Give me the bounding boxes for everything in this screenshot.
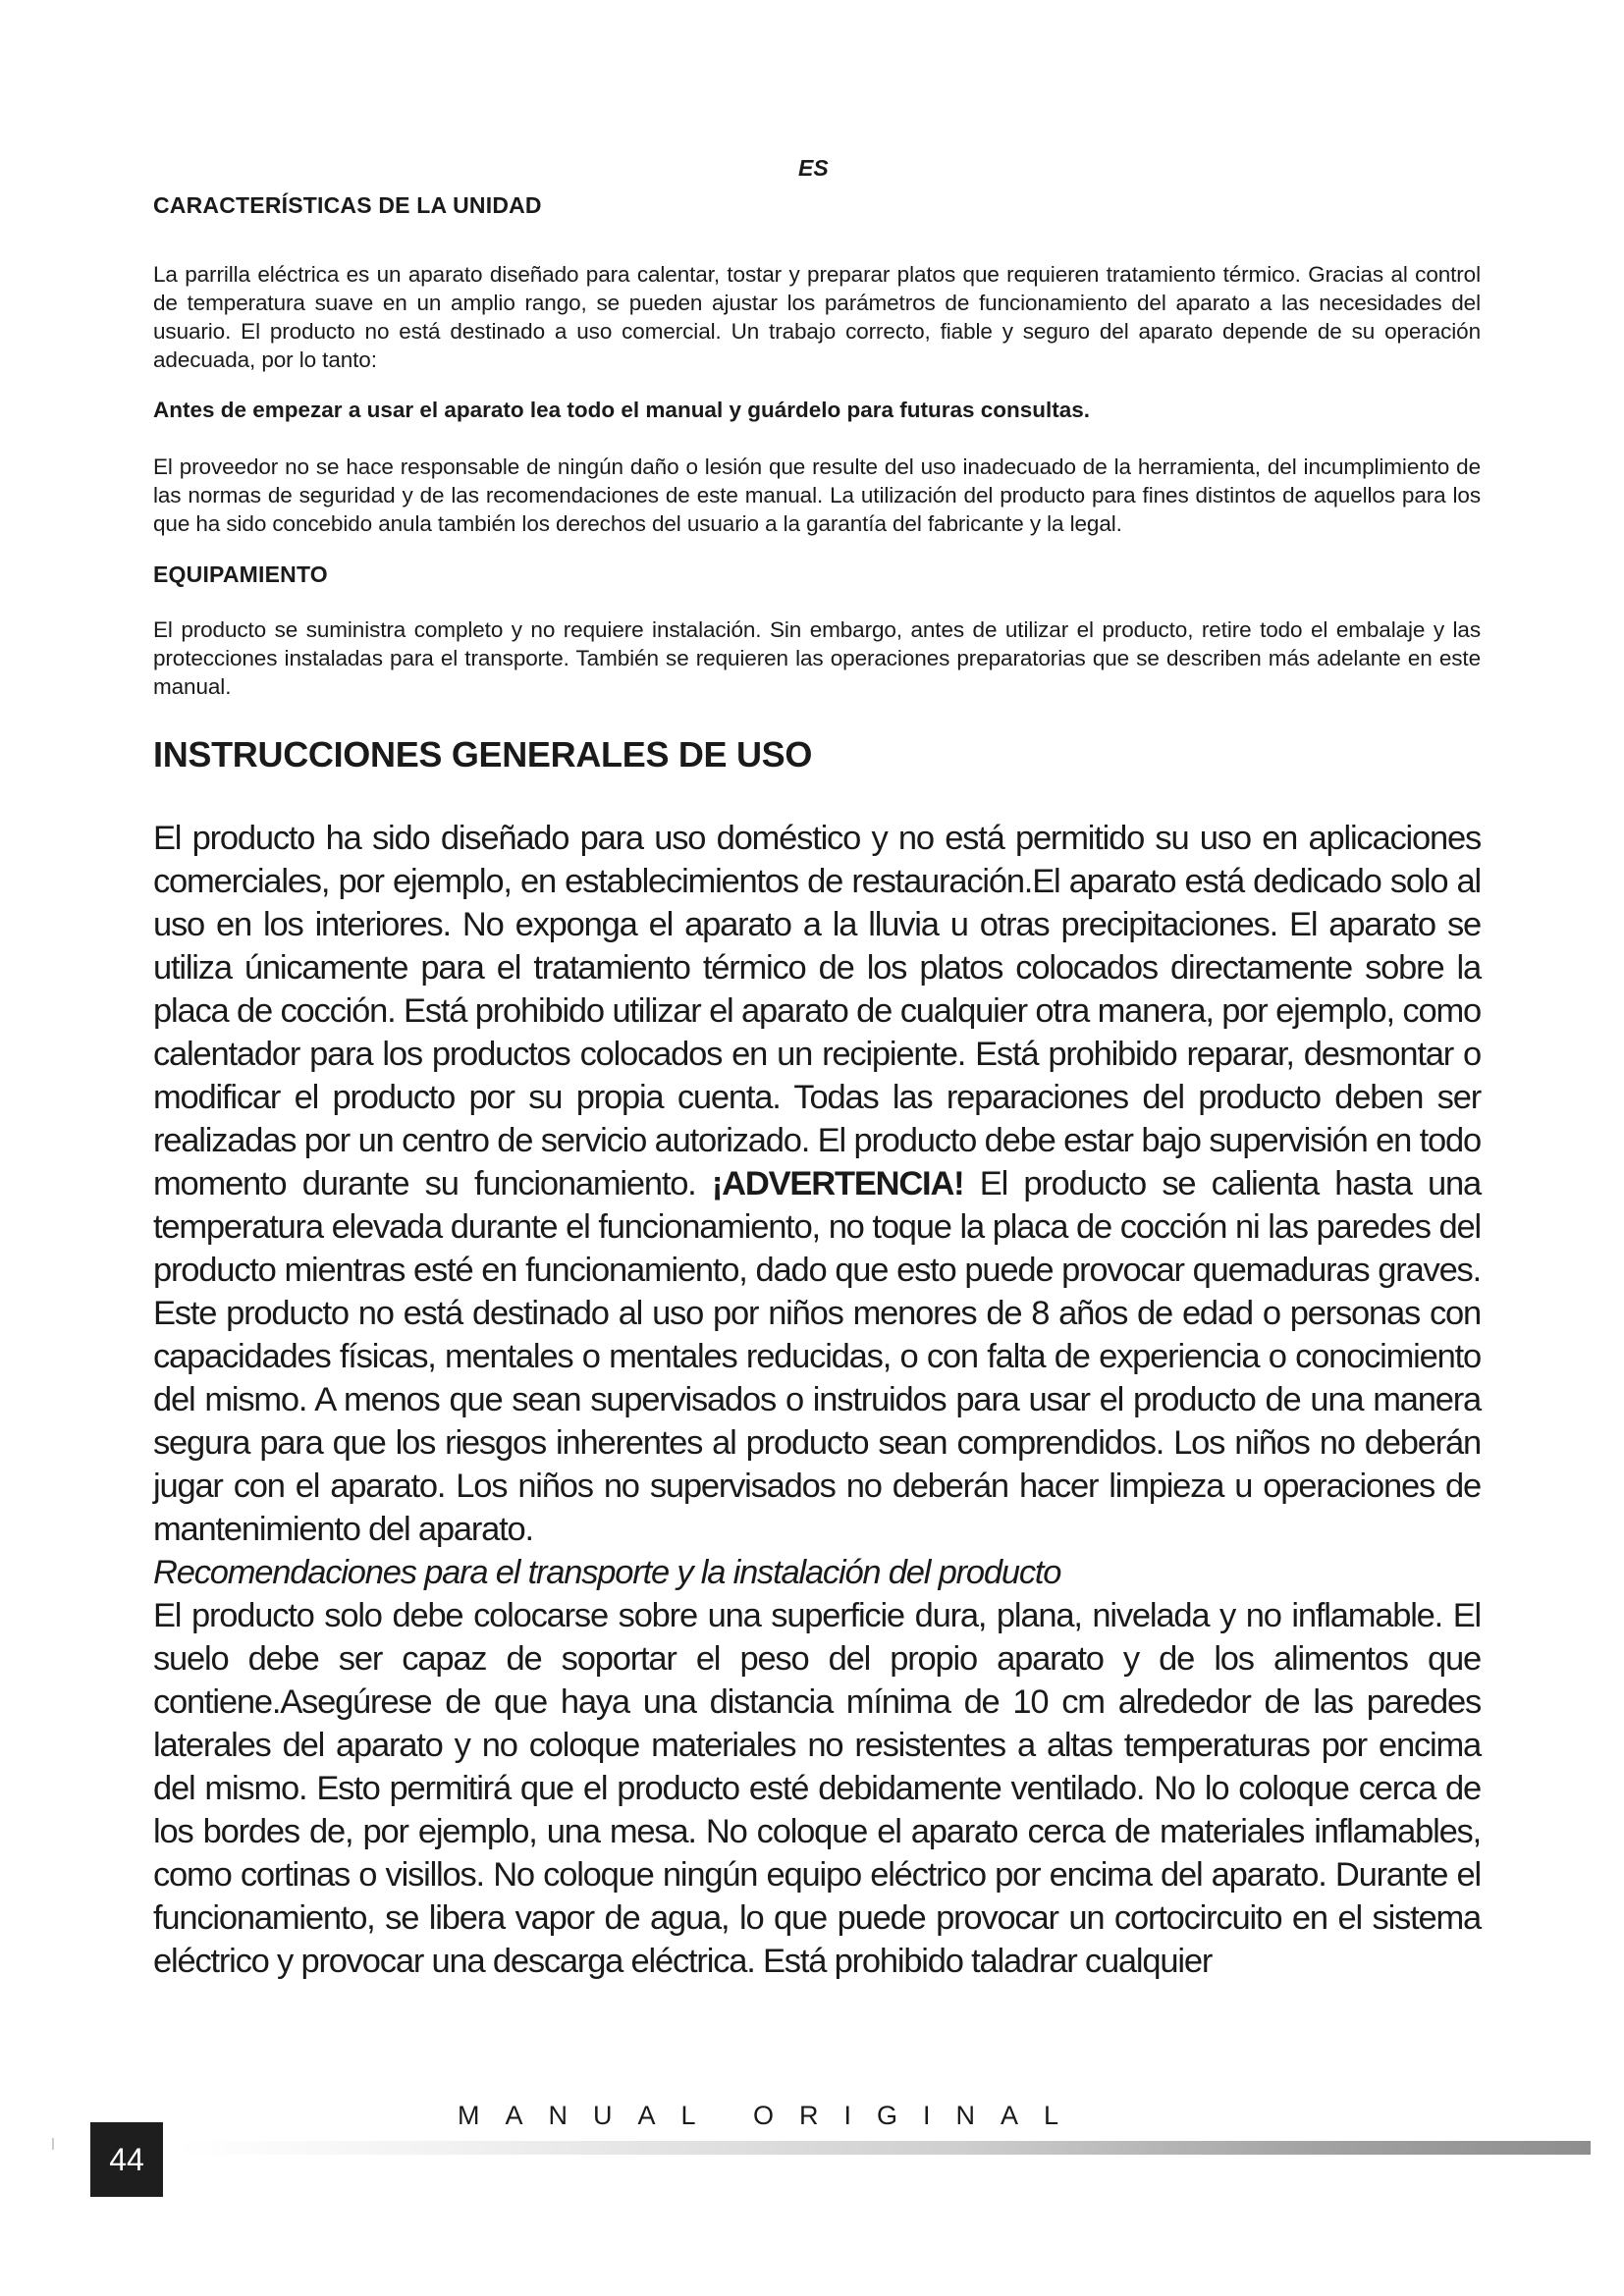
section-title-caracteristicas: CARACTERÍSTICAS DE LA UNIDAD bbox=[153, 192, 542, 218]
paragraph-caracteristicas: La parrilla eléctrica es un aparato diseñado para calentar, tostar y preparar platos que requieren tratamiento térmico. Gracias al control de temperatura suave en un amplio rango, se pueden ajustar los parámetros de funcionamiento del aparato a las necesidades del usuario. El producto no está destinado a uso comercial. Un trabajo correcto, fiable y seguro del aparato depende de su operación adecuada, por lo tanto: bbox=[153, 262, 1481, 372]
footer-tick bbox=[52, 2138, 54, 2150]
section-title-equipamiento: EQUIPAMIENTO bbox=[153, 561, 328, 587]
page-content bbox=[153, 192, 1481, 1983]
language-code: ES bbox=[798, 155, 829, 181]
paragraph-instrucciones bbox=[153, 817, 1481, 1551]
footer-title: MANUAL ORIGINAL bbox=[458, 2101, 1085, 2130]
paragraph-liability: El proveedor no se hace responsable de ningún daño o lesión que resulte del uso inadecuado de la herramienta, del incumplimiento de las normas de seguridad y de las recomendaciones de este manual. La utilización del producto para fines distintos de aquellos para los que ha sido concebido anula también los derechos del usuario a la garantía del fabricante y la legal. bbox=[153, 454, 1481, 536]
paragraph-transporte: El producto solo debe colocarse sobre una superficie dura, plana, nivelada y no inflamable. El suelo debe ser capaz de soportar el peso del propio aparato y de los alimentos que contiene.Asegúrese de que haya una distancia mínima de 10 cm alrededor de las paredes laterales del aparato y no coloque materiales no resistentes a altas temperaturas por encima del mismo. Esto permitirá que el producto esté debidamente ventilado. No lo coloque cerca de los bordes de, por ejemplo, una mesa. No coloque el aparato cerca de materiales inflamables, como cortinas o visillos. No coloque ningún equipo eléctrico por encima del aparato. Durante el funcionamiento, se libera vapor de agua, lo que puede provocar un cortocircuito en el sistema eléctrico y provocar una descarga eléctrica. Está prohibido taladrar cualquier bbox=[153, 1597, 1481, 1980]
subtitle-transporte: Recomendaciones para el transporte y la instalación del producto bbox=[153, 1554, 1061, 1591]
instrucciones-text-2: El producto se calienta hasta una temperatura elevada durante el funcionamiento, no toque la placa de cocción ni las paredes del producto mientras esté en funcionamiento, dado que esto puede provocar quemaduras graves. Este producto no está destinado al uso por niños menores de 8 años de edad o personas con capacidades físicas, mentales o mentales reducidas, o con falta de experiencia o conocimiento del mismo. A menos que sean supervisados o instruidos para usar el producto de una manera segura para que los riesgos inherentes al producto sean comprendidos. Los niños no deberán jugar con el aparato. Los niños no supervisados no deberán hacer limpieza u operaciones de mantenimiento del aparato. bbox=[153, 1165, 1481, 1548]
read-manual-note: Antes de empezar a usar el aparato lea todo el manual y guárdelo para futuras consultas. bbox=[153, 398, 1091, 422]
instrucciones-text-1: El producto ha sido diseñado para uso doméstico y no está permitido su uso en aplicaciones comerciales, por ejemplo, en establecimientos de restauración.El aparato está dedicado solo al uso en los interiores. No exponga el aparato a la lluvia u otras precipitaciones. El aparato se utiliza únicamente para el tratamiento térmico de los platos colocados directamente sobre la placa de cocción. Está prohibido utilizar el aparato de cualquier otra manera, por ejemplo, como calentador para los productos colocados en un recipiente. Está prohibido reparar, desmontar o modificar el producto por su propia cuenta. Todas las reparaciones del producto deben ser realizadas por un centro de servicio autorizado. El producto debe estar bajo supervisión en todo momento durante su funcionamiento. bbox=[153, 820, 1481, 1202]
footer-gradient-bar bbox=[177, 2141, 1591, 2155]
page-number: 44 bbox=[90, 2122, 163, 2197]
section-title-instrucciones: INSTRUCCIONES GENERALES DE USO bbox=[153, 734, 813, 774]
paragraph-equipamiento: El producto se suministra completo y no requiere instalación. Sin embargo, antes de utilizar el producto, retire todo el embalaje y las protecciones instaladas para el transporte. También se requieren las operaciones preparatorias que se describen más adelante en este manual. bbox=[153, 617, 1481, 699]
warning-label: ¡ADVERTENCIA! bbox=[711, 1165, 964, 1202]
